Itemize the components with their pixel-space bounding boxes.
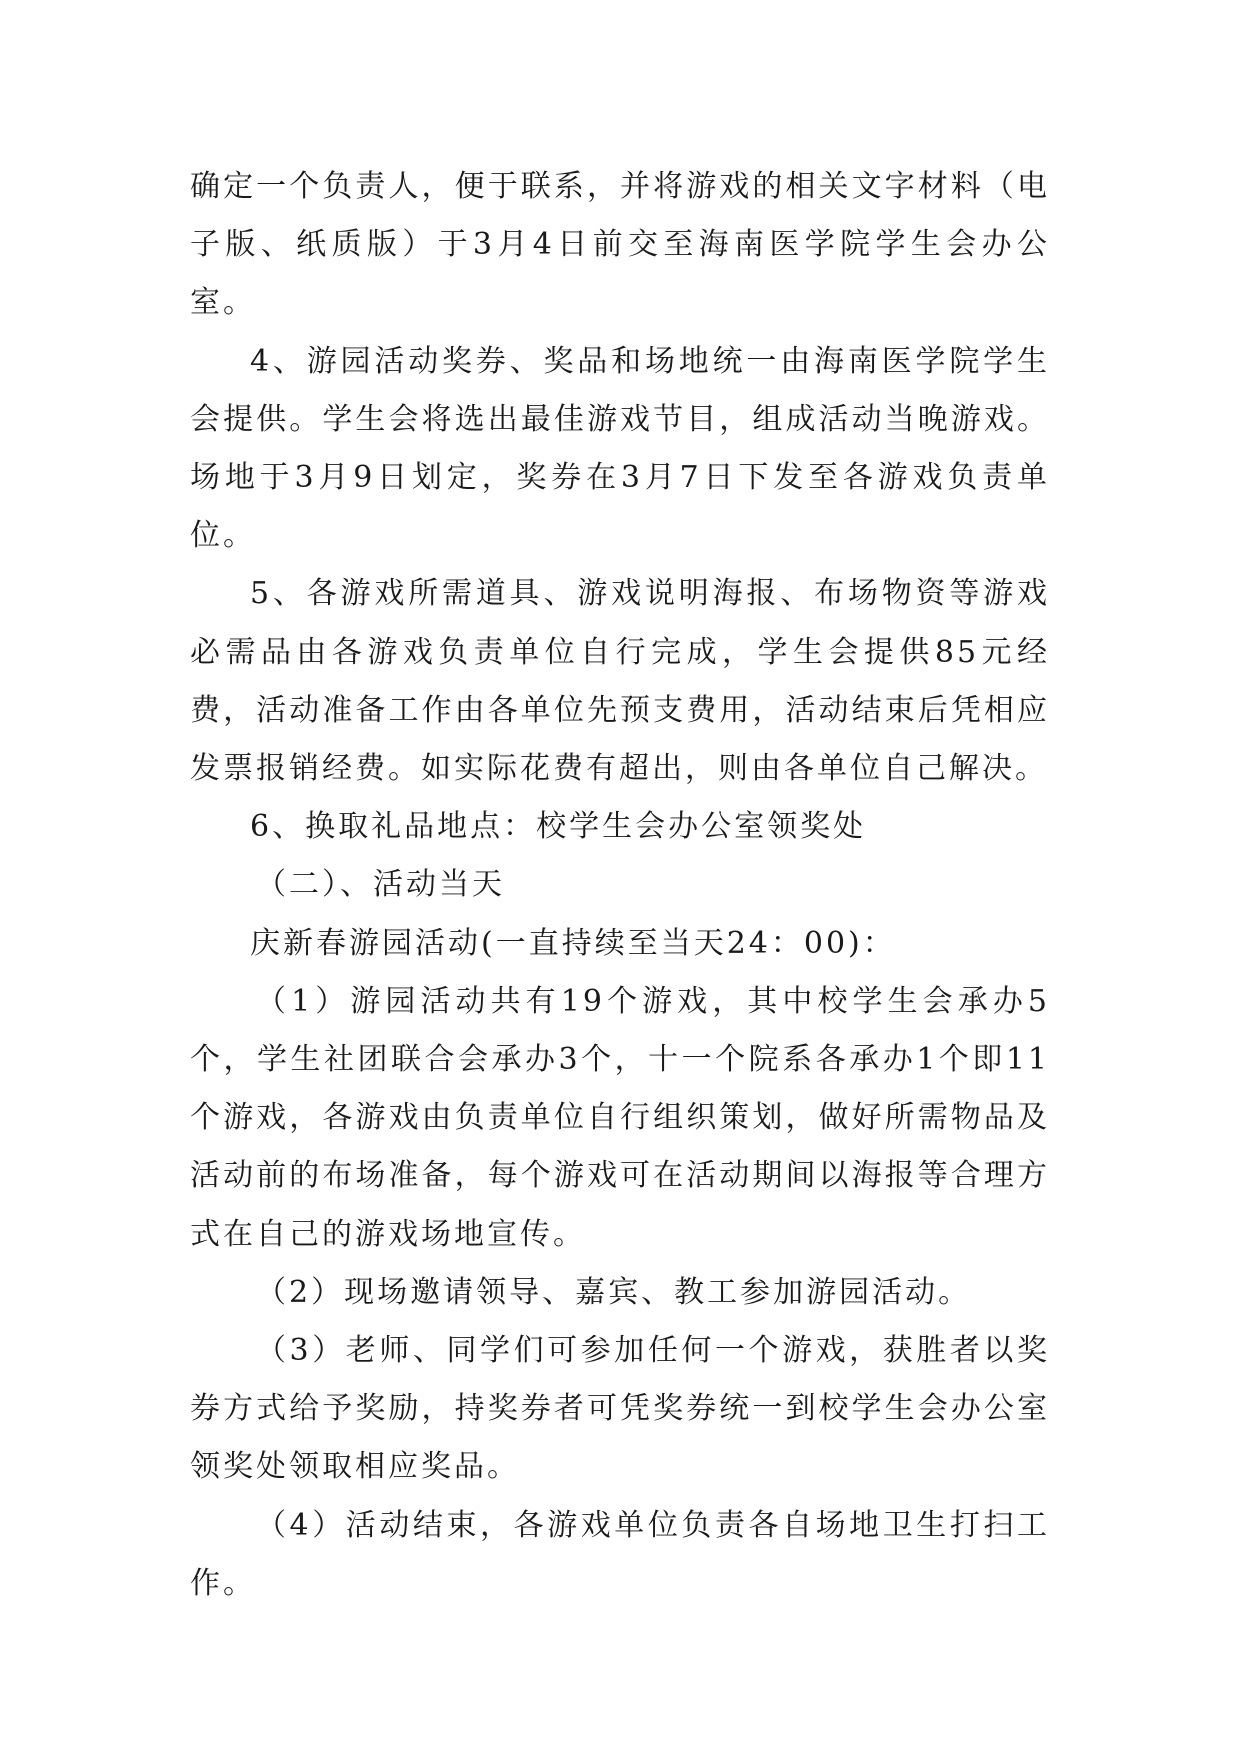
document-body [190, 158, 1050, 1613]
paragraph-sub-item-2: （2）现场邀请领导、嘉宾、教工参加游园活动。 [256, 1274, 972, 1310]
paragraph-sub-item-4: （4）活动结束，各游戏单位负责各自场地卫生打扫工作。 [190, 1507, 1050, 1601]
section-heading-activity-day: （二）、活动当天 [256, 867, 505, 903]
paragraph-item-5: 5、各游戏所需道具、游戏说明海报、布场物资等游戏必需品由各游戏负责单位自行完成，学生会提供85元经费，活动准备工作由各单位先预支费用，活动结束后凭相应发票报销经费。如实际花费有超出，则由各单位自己解决。 [190, 576, 1050, 787]
paragraph-sub-item-3: （3）老师、同学们可参加任何一个游戏，获胜者以奖券方式给予奖励，持奖券者可凭奖券统一到校学生会办公室领奖处领取相应奖品。 [190, 1333, 1050, 1485]
paragraph-continuation: 确定一个负责人，便于联系，并将游戏的相关文字材料（电子版、纸质版）于3月4日前交至海南医学院学生会办公室。 [190, 169, 1050, 321]
paragraph-sub-item-1: （1）游园活动共有19个游戏，其中校学生会承办5个，学生社团联合会承办3个，十一个院系各承办1个即11个游戏，各游戏由负责单位自行组织策划，做好所需物品及活动前的布场准备，每个游戏可在活动期间以海报等合理方式在自己的游戏场地宣传。 [190, 983, 1050, 1252]
paragraph-activity-intro: 庆新春游园活动(一直持续至当天24：00)： [250, 925, 896, 961]
paragraph-item-6: 6、换取礼品地点：校学生会办公室领奖处 [250, 809, 867, 845]
paragraph-item-4: 4、游园活动奖券、奖品和场地统一由海南医学院学生会提供。学生会将选出最佳游戏节目，组成活动当晚游戏。场地于3月9日划定，奖券在3月7日下发至各游戏负责单位。 [190, 343, 1050, 554]
